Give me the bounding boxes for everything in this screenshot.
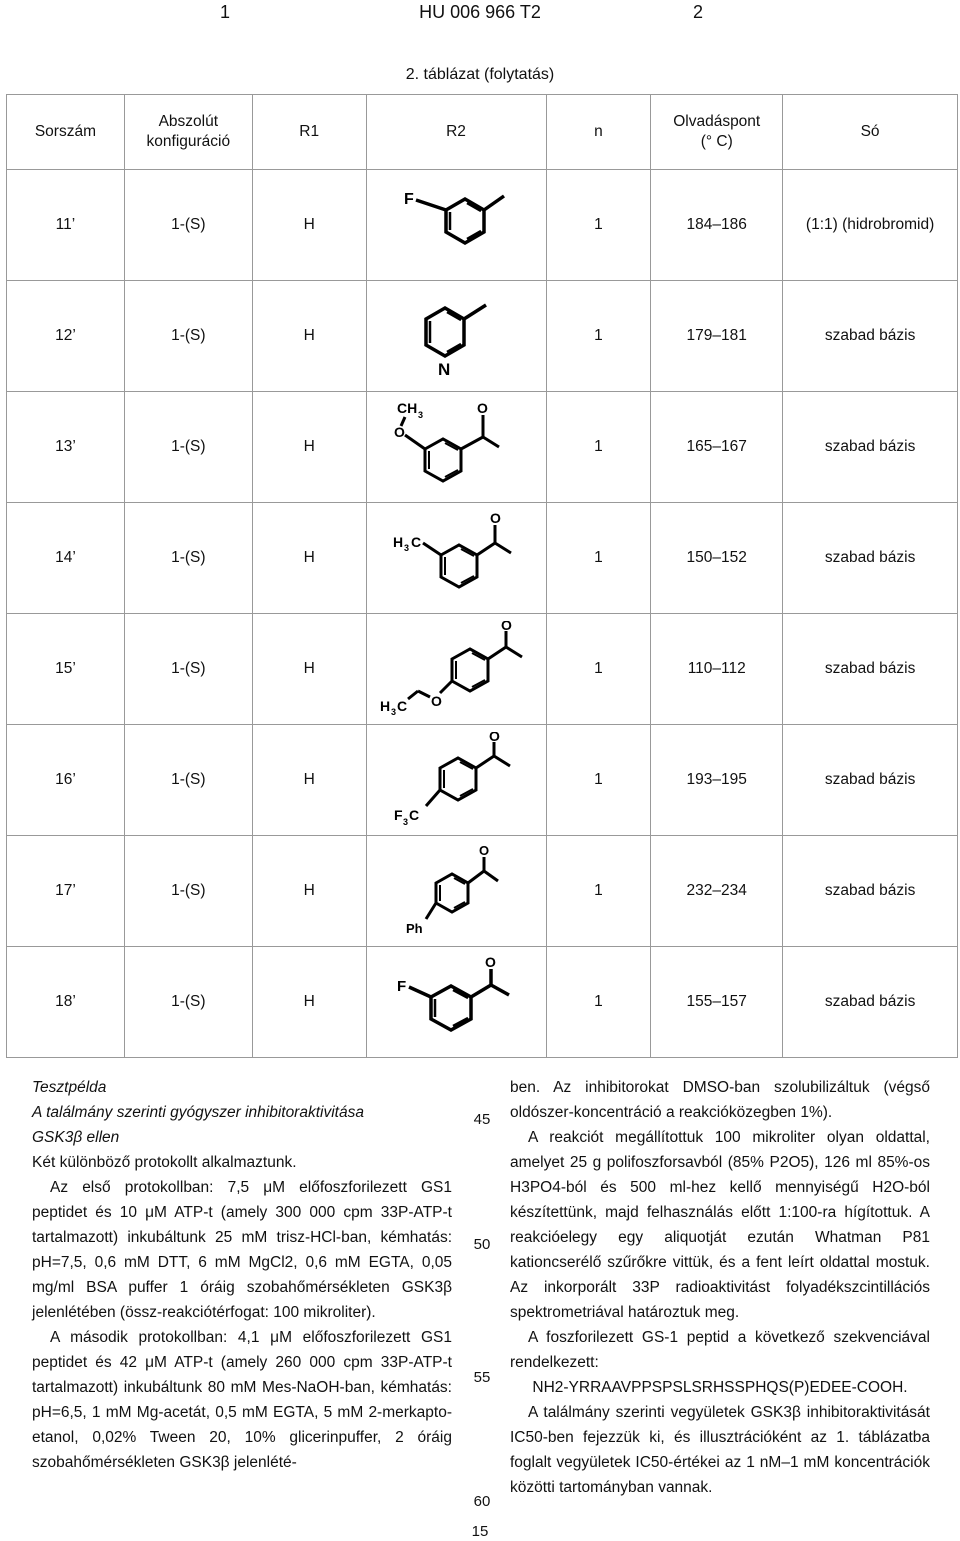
atom-label-sub3: 3 bbox=[404, 543, 410, 553]
cell-mp: 179–181 bbox=[651, 281, 783, 392]
column-header-konfiguracio bbox=[124, 95, 252, 170]
cell-r2-structure bbox=[366, 836, 546, 947]
atom-label-o: O bbox=[490, 513, 501, 526]
cell-mp: 110–112 bbox=[651, 614, 783, 725]
cell-salt: szabad bázis bbox=[783, 614, 958, 725]
atom-label-ch: CH bbox=[397, 400, 418, 416]
line-number: 55 bbox=[473, 1369, 491, 1386]
page-number-right: 2 bbox=[693, 2, 704, 22]
section-subheading: A találmány szerinti gyógyszer inhibitoraktivitása bbox=[32, 1104, 364, 1121]
paragraph: ben. Az inhibitorokat DMSO-ban szolubilizáltuk (végső oldószer-koncentráció a reakcióközegben 1%). bbox=[510, 1079, 930, 1121]
column-header-olvadaspont bbox=[651, 95, 783, 170]
cell-salt: szabad bázis bbox=[783, 281, 958, 392]
cell-r1: H bbox=[252, 725, 366, 836]
column-header-konfiguracio-text: Abszolút konfiguráció bbox=[146, 113, 231, 150]
atom-label-h: H bbox=[393, 534, 404, 550]
cell-r2-structure bbox=[366, 947, 546, 1058]
column-header-r2: R2 bbox=[366, 95, 546, 170]
cell-salt: (1:1) (hidrobromid) bbox=[783, 170, 958, 281]
cell-n: 1 bbox=[546, 836, 651, 947]
table-row bbox=[7, 170, 958, 281]
patent-number: HU 006 966 T2 bbox=[419, 2, 541, 22]
cell-n: 1 bbox=[546, 392, 651, 503]
atom-label-ph: Ph bbox=[406, 921, 423, 936]
cell-r2-structure bbox=[366, 392, 546, 503]
line-number: 45 bbox=[473, 1111, 491, 1128]
table-caption: 2. táblázat (folytatás) bbox=[405, 66, 555, 83]
cell-mp: 165–167 bbox=[651, 392, 783, 503]
atom-label-n: N bbox=[438, 360, 451, 379]
cell-r1: H bbox=[252, 392, 366, 503]
atom-label-f: F bbox=[394, 807, 403, 823]
structure-ethoxy-acetylphenyl bbox=[376, 621, 536, 717]
cell-n: 1 bbox=[546, 725, 651, 836]
cell-num: 11’ bbox=[7, 170, 125, 281]
cell-num: 16’ bbox=[7, 725, 125, 836]
cell-r2-structure bbox=[366, 503, 546, 614]
cell-config: 1-(S) bbox=[124, 614, 252, 725]
structure-3-fluorophenyl bbox=[396, 182, 516, 268]
paragraph: A reakciót megállítottuk 100 mikroliter olyan oldattal, amelyet 25 g polifoszforsavból (85% P2O5), 126 ml 85%-os H3PO4-ból és 500 ml-hez kellő mennyiségű H2O-ból készítettünk, majd felhasználás előtt 1:100-ra hígítottuk. A reakcióelegy egy aliquotját ezután Whatman P81 kationcserélő szűrőkre vittük, és a fent leírt oldattal mostuk. Az inkorporált 33P radioaktivitást folyadékszcintillációs spektrometriával határoztuk meg. bbox=[510, 1129, 930, 1321]
cell-mp: 184–186 bbox=[651, 170, 783, 281]
cell-config: 1-(S) bbox=[124, 503, 252, 614]
table-header-row bbox=[7, 95, 958, 170]
cell-salt: szabad bázis bbox=[783, 725, 958, 836]
paragraph: A második protokollban: 4,1 μM előfoszforilezett GS1 peptidet és 42 μM ATP-t (amely 260 000 cpm 33P-ATP-t tartalmazott) inkubáltunk 80 mM Mes-NaOH-ban, kémhatás: pH=6,5, 1 mM Mg-acetát, 0,5 mM EGTA, 5 mM 2-merkapto-etanol, 0,02% Tween 20, 10% glicerinpuffer, 2 óráig szobahőmérsékleten GSK3β jelenlété- bbox=[32, 1329, 452, 1471]
cell-mp: 232–234 bbox=[651, 836, 783, 947]
cell-mp: 155–157 bbox=[651, 947, 783, 1058]
cell-salt: szabad bázis bbox=[783, 392, 958, 503]
structure-trifluoromethyl-acetylphenyl bbox=[386, 732, 526, 828]
atom-label-o: O bbox=[477, 400, 488, 416]
section-heading: Tesztpélda bbox=[32, 1079, 107, 1096]
cell-n: 1 bbox=[546, 281, 651, 392]
cell-r2-structure bbox=[366, 614, 546, 725]
cell-r2-structure bbox=[366, 725, 546, 836]
peptide-sequence: NH2-YRRAAVPPSPSLSRHSSPHQS(P)EDEE-COOH. bbox=[532, 1379, 908, 1396]
cell-n: 1 bbox=[546, 947, 651, 1058]
structure-phenyl-acetylphenyl bbox=[396, 843, 516, 939]
cell-r1: H bbox=[252, 614, 366, 725]
atom-label-o: O bbox=[489, 732, 500, 744]
cell-num: 17’ bbox=[7, 836, 125, 947]
atom-label-sub3: 3 bbox=[418, 410, 424, 420]
atom-label-o: O bbox=[485, 957, 496, 970]
paragraph: Az első protokollban: 7,5 μM előfoszforilezett GS1 peptidet és 10 μM ATP-t (amely 300 000 cpm 33P-ATP-t tartalmazott) inkubáltunk 25 mM trisz-HCl-ban, kémhatás: pH=7,5, 0,6 mM DTT, 6 mM MgCl2, 0,6 mM EGTA, 0,05 mg/ml BSA puffer 1 óráig szobahőmérsékleten GSK3β jelenlétében (össz-reakciótérfogat: 100 mikroliter). bbox=[32, 1179, 452, 1321]
cell-r1: H bbox=[252, 947, 366, 1058]
atom-label-o: O bbox=[394, 424, 405, 440]
column-header-so: Só bbox=[783, 95, 958, 170]
structure-methyl-acetylphenyl bbox=[391, 513, 521, 603]
cell-num: 18’ bbox=[7, 947, 125, 1058]
cell-config: 1-(S) bbox=[124, 725, 252, 836]
structure-methoxy-acetylphenyl bbox=[391, 397, 521, 497]
cell-config: 1-(S) bbox=[124, 170, 252, 281]
atom-label-o: O bbox=[501, 621, 512, 633]
atom-label-sub3: 3 bbox=[391, 707, 397, 717]
cell-salt: szabad bázis bbox=[783, 947, 958, 1058]
cell-n: 1 bbox=[546, 170, 651, 281]
table-row bbox=[7, 725, 958, 836]
atom-label-c: C bbox=[409, 807, 420, 823]
paragraph: A foszforilezett GS-1 peptid a következő szekvenciával rendelkezett: bbox=[510, 1329, 930, 1371]
table-row bbox=[7, 392, 958, 503]
atom-label-h: H bbox=[380, 698, 391, 714]
cell-r1: H bbox=[252, 170, 366, 281]
table-row bbox=[7, 503, 958, 614]
atom-label-c: C bbox=[411, 534, 422, 550]
structure-fluoro-acetylphenyl bbox=[391, 957, 521, 1047]
cell-mp: 150–152 bbox=[651, 503, 783, 614]
cell-num: 15’ bbox=[7, 614, 125, 725]
table-row bbox=[7, 614, 958, 725]
right-column bbox=[510, 1075, 930, 1500]
cell-num: 14’ bbox=[7, 503, 125, 614]
cell-r1: H bbox=[252, 503, 366, 614]
cell-salt: szabad bázis bbox=[783, 836, 958, 947]
table-row bbox=[7, 836, 958, 947]
atom-label-f: F bbox=[404, 191, 414, 208]
cell-config: 1-(S) bbox=[124, 392, 252, 503]
table-row bbox=[7, 947, 958, 1058]
atom-label-o: O bbox=[479, 843, 490, 858]
column-header-sorszam: Sorszám bbox=[7, 95, 125, 170]
atom-label-sub3: 3 bbox=[403, 817, 409, 827]
atom-label-o: O bbox=[431, 693, 442, 709]
cell-num: 13’ bbox=[7, 392, 125, 503]
atom-label-f: F bbox=[397, 978, 407, 995]
cell-r2-structure bbox=[366, 170, 546, 281]
column-header-olvadaspont-text: Olvadáspont (° C) bbox=[673, 113, 761, 150]
cell-n: 1 bbox=[546, 503, 651, 614]
cell-num: 12’ bbox=[7, 281, 125, 392]
cell-r1: H bbox=[252, 281, 366, 392]
cell-salt: szabad bázis bbox=[783, 503, 958, 614]
paragraph: A találmány szerinti vegyületek GSK3β inhibitoraktivitását IC50-ben fejezzük ki, és illusztrációként az 1. táblázatba foglalt vegyületek IC50-értékei az 1 nM–1 mM koncentrációk közötti tartományban vannak. bbox=[510, 1404, 930, 1496]
table-row bbox=[7, 281, 958, 392]
cell-mp: 193–195 bbox=[651, 725, 783, 836]
section-subheading-target: GSK3β ellen bbox=[32, 1129, 120, 1146]
line-number: 50 bbox=[473, 1236, 491, 1253]
cell-n: 1 bbox=[546, 614, 651, 725]
cell-config: 1-(S) bbox=[124, 836, 252, 947]
cell-r2-structure bbox=[366, 281, 546, 392]
footer-page-number: 15 bbox=[471, 1523, 489, 1540]
cell-config: 1-(S) bbox=[124, 947, 252, 1058]
left-column bbox=[32, 1075, 452, 1475]
cell-r1: H bbox=[252, 836, 366, 947]
compound-table bbox=[6, 94, 958, 1058]
line-number: 60 bbox=[473, 1493, 491, 1510]
paragraph: Két különböző protokollt alkalmaztunk. bbox=[32, 1154, 297, 1171]
column-header-r1: R1 bbox=[252, 95, 366, 170]
column-header-n: n bbox=[546, 95, 651, 170]
atom-label-c: C bbox=[397, 698, 408, 714]
page-number-left: 1 bbox=[220, 2, 231, 22]
structure-pyridyl bbox=[396, 291, 516, 381]
cell-config: 1-(S) bbox=[124, 281, 252, 392]
